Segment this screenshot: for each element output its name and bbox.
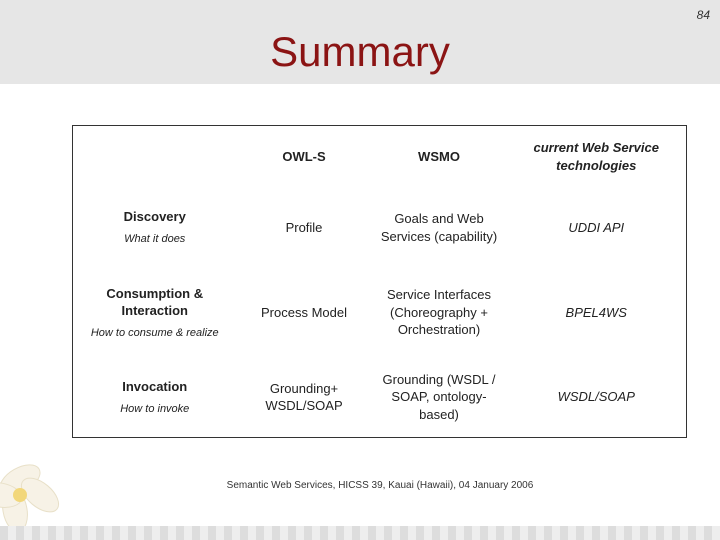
table-row	[73, 358, 687, 438]
slide-footer: Semantic Web Services, HICSS 39, Kauai (Hawaii), 04 January 2006	[226, 480, 534, 491]
page-number: 84	[696, 8, 710, 22]
table-cell: UDDI API	[568, 219, 625, 235]
table-cell: BPEL4WS	[565, 304, 627, 320]
table-cell: WSDL/SOAP	[557, 389, 635, 405]
table-cell: Service Interfaces (Choreography + Orchestration)	[386, 287, 492, 338]
row-header	[73, 268, 237, 358]
table-row	[73, 188, 687, 268]
table-cell: Goals and Web Services (capability)	[380, 210, 498, 244]
corner-cell	[73, 126, 237, 188]
row-label: Discovery	[123, 209, 186, 225]
row-sublabel: What it does	[124, 232, 186, 245]
column-header-web-service-tech: current Web Service technologies	[533, 140, 659, 173]
row-header	[73, 358, 237, 438]
table-cell: Profile	[285, 219, 323, 235]
decorative-bottom-border	[0, 526, 720, 540]
row-header	[73, 188, 237, 268]
table-header-row	[73, 126, 687, 188]
summary-table	[72, 125, 687, 438]
table-cell: Grounding+ WSDL/SOAP	[265, 380, 343, 414]
table-row	[73, 268, 687, 358]
row-label: Invocation	[122, 379, 188, 395]
column-header-owl-s: OWL-S	[282, 148, 326, 164]
table-cell: Grounding (WSDL / SOAP, ontology-based)	[382, 371, 496, 423]
column-header-wsmo: WSMO	[418, 148, 460, 164]
row-sublabel: How to consume & realize	[90, 326, 219, 339]
row-sublabel: How to invoke	[120, 402, 190, 415]
row-label: Consumption & Interaction	[106, 285, 204, 319]
slide-title: Summary	[270, 28, 450, 75]
table-cell: Process Model	[261, 304, 347, 320]
